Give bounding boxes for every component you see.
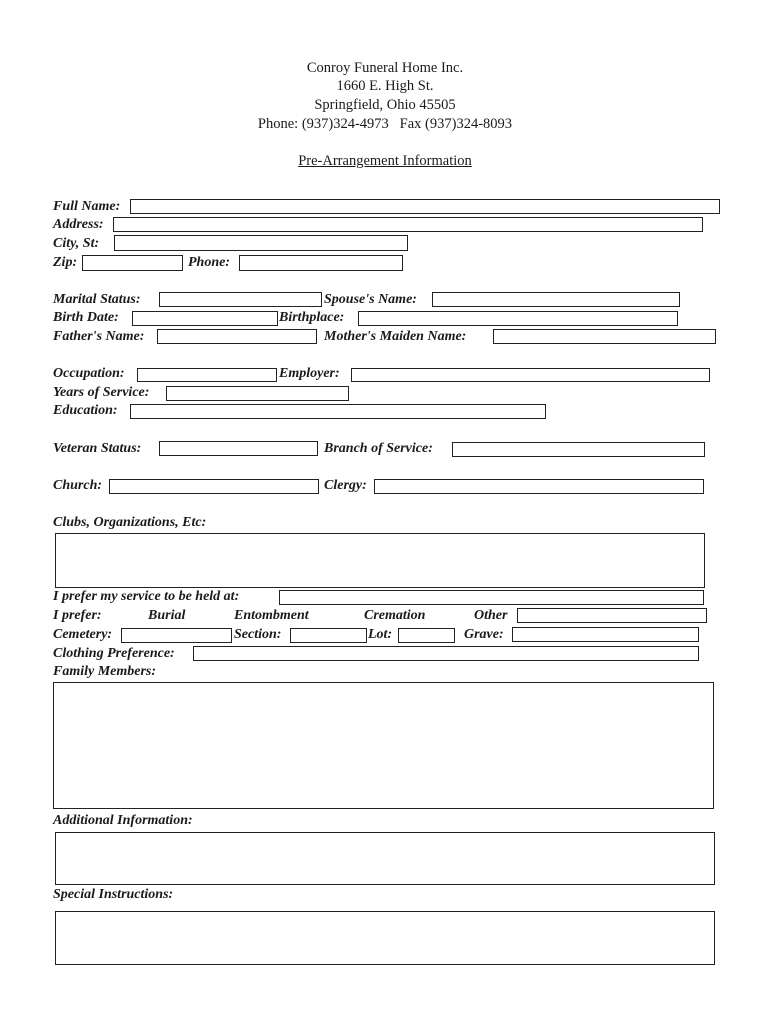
business-address: 1660 E. High St. bbox=[336, 78, 434, 94]
marital-status-field[interactable] bbox=[159, 292, 322, 307]
section-label: Section: bbox=[234, 627, 282, 642]
church-label: Church: bbox=[53, 478, 103, 493]
clubs-textarea[interactable] bbox=[55, 533, 705, 588]
grave-field[interactable] bbox=[512, 627, 699, 642]
father-name-field[interactable] bbox=[157, 329, 317, 344]
form-title: Pre-Arrangement Information bbox=[298, 153, 472, 169]
burial-option[interactable]: Burial bbox=[148, 608, 186, 623]
city-st-field[interactable] bbox=[114, 235, 408, 251]
zip-label: Zip: bbox=[53, 255, 78, 270]
clergy-field[interactable] bbox=[374, 479, 704, 494]
i-prefer-label: I prefer: bbox=[53, 608, 102, 623]
zip-field[interactable] bbox=[82, 255, 183, 271]
veteran-status-label: Veteran Status: bbox=[53, 441, 142, 456]
phone-field[interactable] bbox=[239, 255, 403, 271]
education-label: Education: bbox=[53, 403, 118, 418]
clergy-label: Clergy: bbox=[324, 478, 367, 493]
grave-label: Grave: bbox=[464, 627, 504, 642]
birth-date-label: Birth Date: bbox=[53, 310, 119, 325]
clubs-label: Clubs, Organizations, Etc: bbox=[53, 515, 207, 530]
business-city: Springfield, Ohio 45505 bbox=[314, 97, 456, 113]
clothing-field[interactable] bbox=[193, 646, 699, 661]
special-textarea[interactable] bbox=[55, 911, 715, 965]
employer-field[interactable] bbox=[351, 368, 710, 382]
father-name-label: Father's Name: bbox=[53, 329, 145, 344]
cremation-option[interactable]: Cremation bbox=[364, 608, 426, 623]
lot-field[interactable] bbox=[398, 628, 455, 643]
cemetery-label: Cemetery: bbox=[53, 627, 113, 642]
birthplace-field[interactable] bbox=[358, 311, 678, 326]
section-field[interactable] bbox=[290, 628, 367, 643]
years-service-field[interactable] bbox=[166, 386, 349, 401]
entombment-option[interactable]: Entombment bbox=[234, 608, 309, 623]
veteran-status-field[interactable] bbox=[159, 441, 318, 456]
family-textarea[interactable] bbox=[53, 682, 714, 809]
family-label: Family Members: bbox=[53, 664, 157, 679]
service-held-field[interactable] bbox=[279, 590, 704, 605]
cemetery-field[interactable] bbox=[121, 628, 232, 643]
special-label: Special Instructions: bbox=[53, 887, 174, 902]
address-field[interactable] bbox=[113, 217, 703, 232]
spouse-name-field[interactable] bbox=[432, 292, 680, 307]
birth-date-field[interactable] bbox=[132, 311, 278, 326]
clothing-label: Clothing Preference: bbox=[53, 646, 175, 661]
church-field[interactable] bbox=[109, 479, 319, 494]
full-name-label: Full Name: bbox=[53, 199, 121, 214]
occupation-label: Occupation: bbox=[53, 366, 125, 381]
branch-service-field[interactable] bbox=[452, 442, 705, 457]
mother-maiden-field[interactable] bbox=[493, 329, 716, 344]
mother-maiden-label: Mother's Maiden Name: bbox=[324, 329, 467, 344]
service-held-label: I prefer my service to be held at: bbox=[53, 589, 240, 604]
lot-label: Lot: bbox=[368, 627, 393, 642]
other-field[interactable] bbox=[517, 608, 707, 623]
business-phone-fax: Phone: (937)324-4973 Fax (937)324-8093 bbox=[257, 116, 513, 132]
other-option[interactable]: Other bbox=[474, 608, 508, 623]
phone-label: Phone: bbox=[188, 255, 230, 270]
full-name-field[interactable] bbox=[130, 199, 720, 214]
branch-service-label: Branch of Service: bbox=[324, 441, 433, 456]
birthplace-label: Birthplace: bbox=[279, 310, 345, 325]
additional-textarea[interactable] bbox=[55, 832, 715, 885]
employer-label: Employer: bbox=[279, 366, 340, 381]
business-name: Conroy Funeral Home Inc. bbox=[306, 60, 464, 76]
years-service-label: Years of Service: bbox=[53, 385, 150, 400]
marital-status-label: Marital Status: bbox=[53, 292, 141, 307]
occupation-field[interactable] bbox=[137, 368, 277, 382]
education-field[interactable] bbox=[130, 404, 546, 419]
additional-label: Additional Information: bbox=[53, 813, 193, 828]
address-label: Address: bbox=[53, 217, 104, 232]
city-st-label: City, St: bbox=[53, 236, 100, 251]
spouse-name-label: Spouse's Name: bbox=[324, 292, 417, 307]
